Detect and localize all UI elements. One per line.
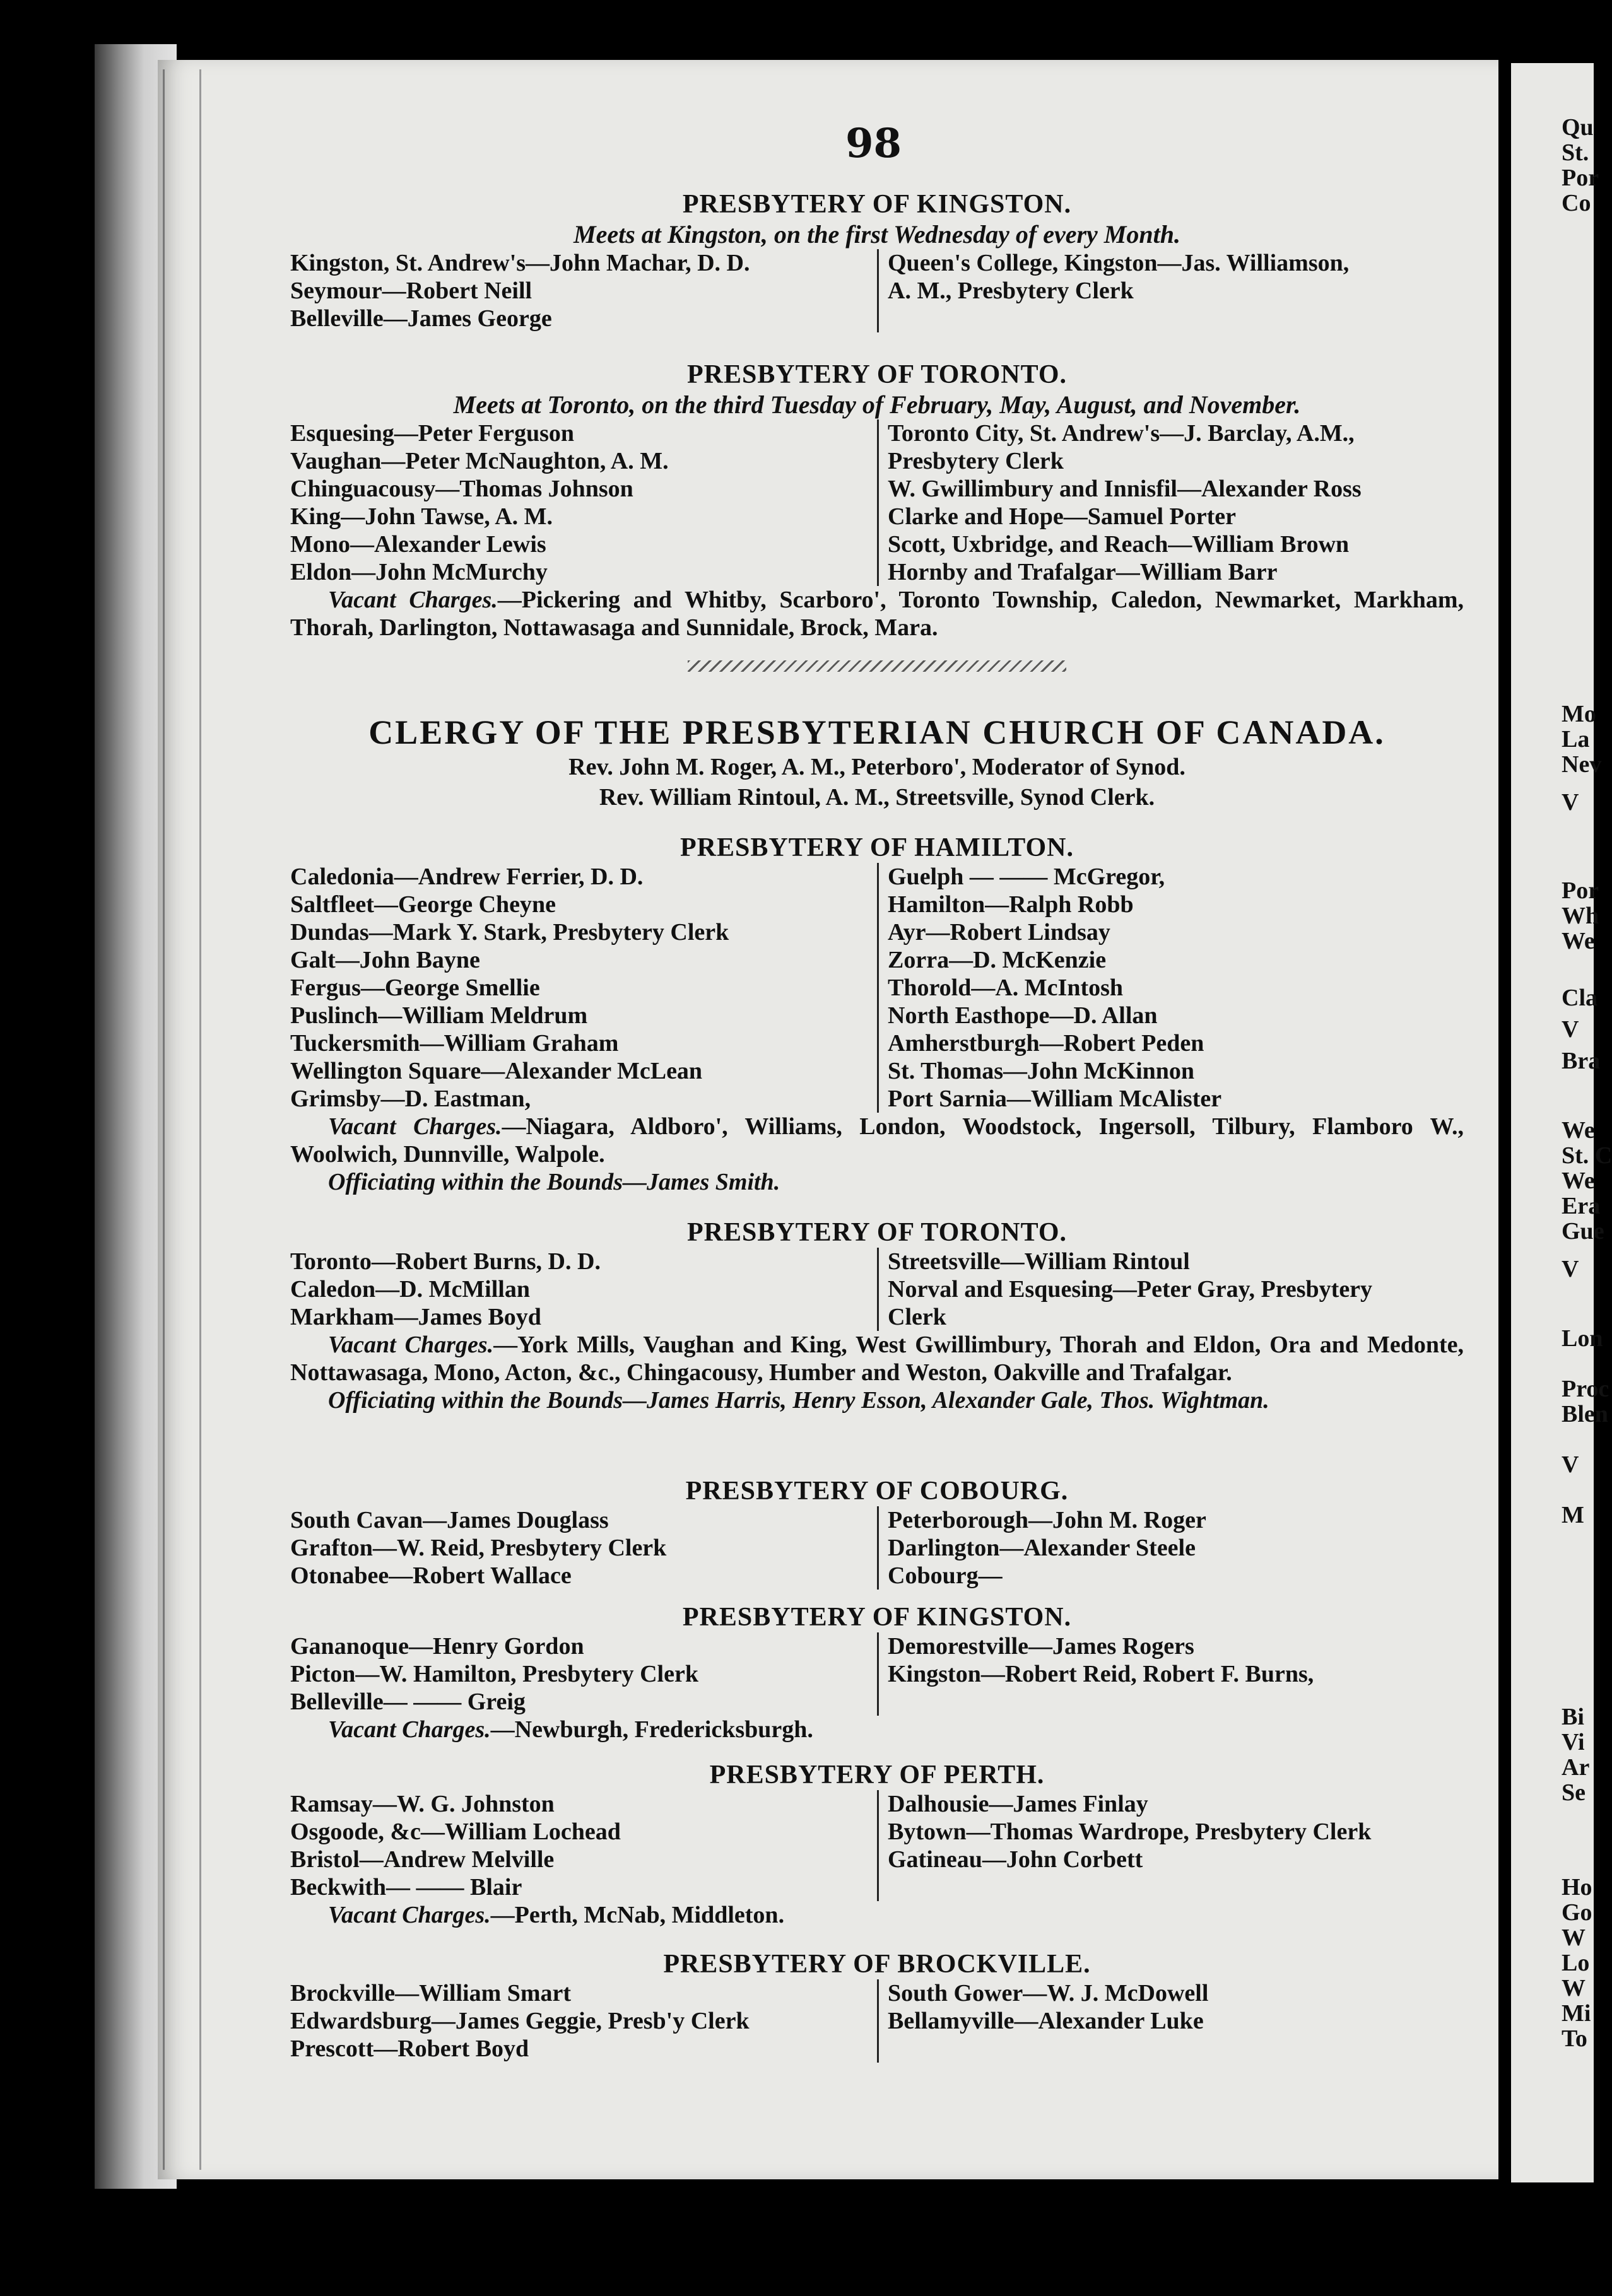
minister-entry: Markham—James Boyd	[290, 1304, 541, 1330]
minister-entry: Queen's College, Kingston—Jas. Williamson,	[888, 250, 1350, 276]
church-title-block	[290, 713, 1464, 812]
minister-entry: Galt—John Bayne	[290, 947, 480, 973]
section-heading: PRESBYTERY OF KINGSTON.	[682, 1603, 1072, 1632]
page-edge	[163, 69, 201, 2170]
column	[877, 419, 1464, 586]
section-heading: PRESBYTERY OF KINGSTON.	[682, 190, 1072, 219]
minister-entry: Esquesing—Peter Ferguson	[290, 420, 575, 447]
section-heading: PRESBYTERY OF COBOURG.	[685, 1477, 1069, 1506]
minister-entry: Brockville—William Smart	[290, 1980, 572, 2006]
facing-page-fragment: Gue	[1562, 1218, 1604, 1245]
column	[290, 419, 877, 586]
minister-entry: Presbytery Clerk	[888, 448, 1064, 474]
minister-entry: Ayr—Robert Lindsay	[888, 919, 1110, 946]
facing-page-fragment: We	[1562, 1117, 1595, 1144]
minister-columns	[290, 1248, 1464, 1331]
church-title: CLERGY OF THE PRESBYTERIAN CHURCH OF CANADA.	[368, 713, 1385, 751]
minister-columns	[290, 419, 1464, 586]
minister-entry: Beckwith— —— Blair	[290, 1874, 522, 1901]
minister-entry: Peterborough—John M. Roger	[888, 1507, 1206, 1533]
minister-entry: Port Sarnia—William McAlister	[888, 1086, 1222, 1112]
minister-columns	[290, 1790, 1464, 1901]
minister-entry: Toronto City, St. Andrew's—J. Barclay, A.M.,	[888, 420, 1355, 447]
minister-entry: Bristol—Andrew Melville	[290, 1846, 555, 1873]
minister-entry: Vaughan—Peter McNaughton, A. M.	[290, 448, 669, 474]
kingston-section	[290, 189, 1464, 332]
minister-entry: Caledon—D. McMillan	[290, 1276, 530, 1303]
column	[290, 1632, 877, 1716]
minister-entry: Saltfleet—George Cheyne	[290, 891, 556, 918]
minister-entry: Wellington Square—Alexander McLean	[290, 1058, 703, 1084]
minister-entry: Tuckersmith—William Graham	[290, 1030, 619, 1057]
column	[290, 1979, 877, 2063]
facing-page-fragment: St.	[1562, 139, 1589, 166]
toronto-section	[290, 360, 1464, 672]
facing-page-fragment: Ar	[1562, 1754, 1590, 1781]
column	[877, 249, 1464, 332]
minister-columns	[290, 863, 1464, 1113]
kingston-section-2	[290, 1602, 1464, 1743]
minister-entry: Mono—Alexander Lewis	[290, 531, 546, 558]
facing-page-fragment: La	[1562, 726, 1590, 753]
facing-page-fragment: To	[1562, 2025, 1587, 2052]
minister-entry: Seymour—Robert Neill	[290, 278, 532, 304]
facing-page-fragment: Bi	[1562, 1704, 1584, 1730]
facing-page-edge	[1511, 63, 1612, 2182]
minister-columns	[290, 1506, 1464, 1590]
section-heading: PRESBYTERY OF BROCKVILLE.	[663, 1950, 1091, 1979]
facing-page-fragment: Lon	[1562, 1325, 1603, 1352]
minister-entry: Caledonia—Andrew Ferrier, D. D.	[290, 864, 644, 890]
section-heading: PRESBYTERY OF TORONTO.	[686, 360, 1068, 389]
minister-entry: Belleville— —— Greig	[290, 1689, 526, 1715]
facing-page-fragment: Mi	[1562, 2000, 1591, 2027]
facing-page-fragment: Por	[1562, 877, 1599, 904]
facing-page-fragment: Go	[1562, 1899, 1592, 1926]
minister-entry: King—John Tawse, A. M.	[290, 503, 553, 530]
minister-columns	[290, 249, 1464, 332]
facing-page-fragment: St. C	[1562, 1142, 1612, 1169]
minister-columns	[290, 1632, 1464, 1716]
minister-entry: Gananoque—Henry Gordon	[290, 1633, 584, 1660]
minister-entry: Darlington—Alexander Steele	[888, 1535, 1196, 1561]
minister-entry: Puslinch—William Meldrum	[290, 1002, 588, 1029]
minister-entry: Picton—W. Hamilton, Presbytery Clerk	[290, 1661, 698, 1687]
divider	[688, 660, 1066, 672]
column	[290, 1790, 877, 1901]
brockville-section	[290, 1949, 1464, 2063]
vacant-charges: Vacant Charges.—Newburgh, Fredericksburgh.	[328, 1716, 813, 1743]
page-number: 98	[845, 120, 902, 167]
facing-page-fragment: Blen	[1562, 1401, 1608, 1427]
minister-entry: Grimsby—D. Eastman,	[290, 1086, 531, 1112]
cobourg-section	[290, 1476, 1464, 1590]
vacant-charges: Vacant Charges.—Niagara, Aldboro', Williams, London, Woodstock, Ingersoll, Tilbury, Flamboro W., Woolwich, Dunnville, Walpole.	[290, 1113, 1464, 1168]
column	[877, 1632, 1464, 1716]
minister-entry: South Cavan—James Douglass	[290, 1507, 609, 1533]
facing-page-fragment: V	[1562, 789, 1579, 816]
minister-entry: Otonabee—Robert Wallace	[290, 1562, 572, 1589]
facing-page-fragment: Era	[1562, 1193, 1601, 1219]
minister-entry: Streetsville—William Rintoul	[888, 1248, 1190, 1275]
facing-page-fragment: Wh	[1562, 903, 1599, 929]
minister-entry: Amherstburgh—Robert Peden	[888, 1030, 1204, 1057]
column	[877, 1979, 1464, 2063]
facing-page-fragment: W	[1562, 1924, 1586, 1951]
facing-page-fragment: M	[1562, 1502, 1584, 1528]
facing-page-fragment: V	[1562, 1451, 1579, 1478]
minister-entry: Demorestville—James Rogers	[888, 1633, 1194, 1660]
minister-entry: St. Thomas—John McKinnon	[888, 1058, 1195, 1084]
officer-line: Rev. John M. Roger, A. M., Peterboro', Moderator of Synod.	[568, 754, 1185, 780]
facing-page-fragment: We	[1562, 1168, 1595, 1194]
minister-columns	[290, 1979, 1464, 2063]
section-heading: PRESBYTERY OF TORONTO.	[686, 1218, 1068, 1247]
column	[877, 1790, 1464, 1901]
minister-entry: North Easthope—D. Allan	[888, 1002, 1158, 1029]
minister-entry: Osgoode, &c—William Lochead	[290, 1819, 621, 1845]
facing-page-fragment: Bra	[1562, 1048, 1601, 1074]
minister-entry: Ramsay—W. G. Johnston	[290, 1791, 555, 1817]
hamilton-section	[290, 833, 1464, 1196]
minister-entry: Toronto—Robert Burns, D. D.	[290, 1248, 601, 1275]
column	[877, 1248, 1464, 1331]
minister-entry: Dundas—Mark Y. Stark, Presbytery Clerk	[290, 919, 729, 946]
facing-page-fragment: V	[1562, 1016, 1579, 1043]
minister-entry: Cobourg—	[888, 1562, 1003, 1589]
minister-entry: Clerk	[888, 1304, 946, 1330]
facing-page-fragment: Por	[1562, 165, 1599, 191]
minister-entry: Bytown—Thomas Wardrope, Presbytery Clerk	[888, 1819, 1372, 1845]
minister-entry: Chinguacousy—Thomas Johnson	[290, 476, 633, 502]
minister-entry: Grafton—W. Reid, Presbytery Clerk	[290, 1535, 667, 1561]
vacant-charges: Vacant Charges.—York Mills, Vaughan and King, West Gwillimbury, Thorah and Eldon, Ora and Medonte, Nottawasaga, Mono, Acton, &c., Chingacousy, Humber and Weston, Oakville and Trafalgar.	[290, 1332, 1464, 1386]
minister-entry: Prescott—Robert Boyd	[290, 2035, 529, 2062]
minister-entry: Edwardsburg—James Geggie, Presb'y Clerk	[290, 2008, 750, 2034]
minister-entry: South Gower—W. J. McDowell	[888, 1980, 1209, 2006]
minister-entry: Dalhousie—James Finlay	[888, 1791, 1148, 1817]
facing-page-fragment: Lo	[1562, 1950, 1590, 1976]
minister-entry: Kingston, St. Andrew's—John Machar, D. D.	[290, 250, 750, 276]
minister-entry: Kingston—Robert Reid, Robert F. Burns,	[888, 1661, 1314, 1687]
minister-entry: Zorra—D. McKenzie	[888, 947, 1107, 973]
vacant-charges: Vacant Charges.—Perth, McNab, Middleton.	[328, 1902, 785, 1928]
officiating: Officiating within the Bounds—James Smith.	[328, 1169, 780, 1195]
facing-page-fragment: Co	[1562, 190, 1591, 216]
column	[877, 863, 1464, 1113]
toronto-section-2	[290, 1217, 1464, 1414]
column	[290, 249, 877, 332]
column	[290, 1506, 877, 1590]
facing-page-fragment: Proc	[1562, 1376, 1609, 1402]
perth-section	[290, 1760, 1464, 1929]
facing-page-fragment: V	[1562, 1256, 1579, 1282]
facing-page-fragment: Nev	[1562, 751, 1602, 778]
section-heading: PRESBYTERY OF PERTH.	[709, 1760, 1045, 1789]
facing-page-fragment: We	[1562, 928, 1595, 954]
officer-line: Rev. William Rintoul, A. M., Streetsville, Synod Clerk.	[599, 784, 1155, 811]
meeting-info: Meets at Toronto, on the third Tuesday of February, May, August, and November.	[453, 390, 1301, 419]
facing-page-fragment: Mo	[1562, 701, 1596, 727]
facing-page-fragment: Cla	[1562, 985, 1597, 1011]
column	[290, 863, 877, 1113]
minister-entry: Clarke and Hope—Samuel Porter	[888, 503, 1237, 530]
facing-page-fragment: Ho	[1562, 1874, 1592, 1901]
minister-entry: W. Gwillimbury and Innisfil—Alexander Ross	[888, 476, 1362, 502]
facing-page-fragment: W	[1562, 1975, 1586, 2001]
facing-page-fragment: Vi	[1562, 1729, 1585, 1755]
minister-entry: A. M., Presbytery Clerk	[888, 278, 1134, 304]
minister-entry: Gatineau—John Corbett	[888, 1846, 1143, 1873]
minister-entry: Guelph — —— McGregor,	[888, 864, 1165, 890]
vacant-charges: Vacant Charges.—Pickering and Whitby, Scarboro', Toronto Township, Caledon, Newmarket, Markham, Thorah, Darlington, Nottawasaga and Sunnidale, Brock, Mara.	[290, 587, 1464, 641]
minister-entry: Hamilton—Ralph Robb	[888, 891, 1134, 918]
minister-entry: Eldon—John McMurchy	[290, 559, 548, 585]
minister-entry: Scott, Uxbridge, and Reach—William Brown	[888, 531, 1350, 558]
column	[877, 1506, 1464, 1590]
officiating: Officiating within the Bounds—James Harris, Henry Esson, Alexander Gale, Thos. Wightman.	[328, 1387, 1269, 1414]
section-heading: PRESBYTERY OF HAMILTON.	[680, 833, 1074, 862]
meeting-info: Meets at Kingston, on the first Wednesday of every Month.	[574, 220, 1180, 249]
column	[290, 1248, 877, 1331]
minister-entry: Thorold—A. McIntosh	[888, 975, 1124, 1001]
facing-page-fragment: Se	[1562, 1779, 1586, 1806]
minister-entry: Norval and Esquesing—Peter Gray, Presbytery	[888, 1276, 1373, 1303]
minister-entry: Bellamyville—Alexander Luke	[888, 2008, 1204, 2034]
minister-entry: Fergus—George Smellie	[290, 975, 540, 1001]
minister-entry: Belleville—James George	[290, 305, 552, 332]
facing-page-fragment: Qu	[1562, 114, 1594, 141]
minister-entry: Hornby and Trafalgar—William Barr	[888, 559, 1278, 585]
